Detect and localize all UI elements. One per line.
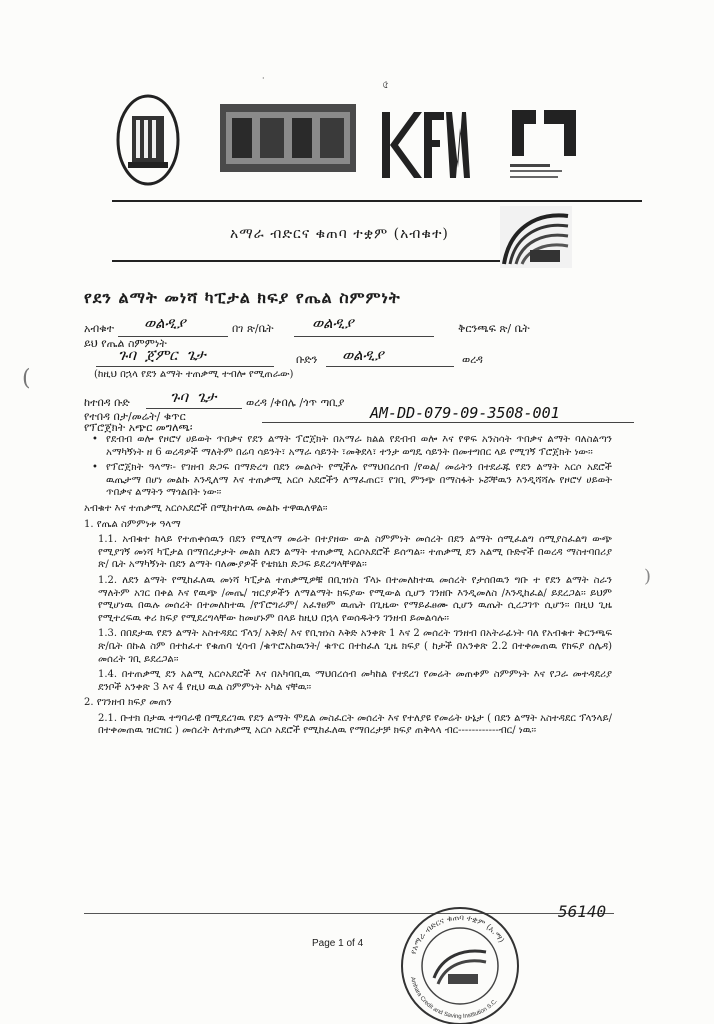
field-label: የፕሮጀክት አጭር መግለጫ፡ bbox=[84, 421, 193, 434]
body-paragraph: 1.1. አብቁተ ከላይ የተጠቀሰዉን በደን የሚለማ መሬት በተያዘው ውል ስምምነት መሰረት በደን ልማት ሰሚፈልግ ሰሚያስፈልግ ውጭ የሚያገኝ መነሻ ካፒታል በማበረታታት መልክ ለደን ልማት ተጠቃሚ አርሶአደሮች ይሰጣል፡፡ ተጠቃሚ ደን አልሚ ቡድኖች በወረዳ ማስተባበሪያ ጽ/ ቤት አማካኝነት በደን ልማት ባለሙያዎች የቴክኒክ ድጋፍ ይደረግላቸዋል፡፡ bbox=[98, 534, 612, 571]
fill-line bbox=[294, 336, 434, 337]
regional-logo bbox=[220, 104, 356, 172]
scan-mark: ৫ bbox=[382, 78, 390, 91]
contract-body bbox=[84, 434, 612, 741]
stamp-text-bottom: Amhara Credit and Saving Institution S.C. bbox=[408, 976, 499, 1021]
org-title: አማራ ብድርና ቁጠባ ተቋም (አብቁተ) bbox=[230, 226, 449, 242]
body-paragraph: • የፕሮጀክት ዓላማ፡- የገዘብ ድጋፍ በማድረግ በደን መልሶት የሚችሉ የማህበረሰብ /የወል/ መሬትን በተደራጁ የደን ልማት አርሶ አደሮች ዉጤታማ በሆነ መልኩ እንዲለማ እና ተጠቃሚ አርሶ አደሮችን ለማፈጠር፣ የገቢ ምንጭ በማስፋት ኑሯቸዉን እንዲሻሻሉ የዞሮሃ ሀይወት ጥበቃና ልማትን ማጎልበት ነው፡፡ bbox=[84, 462, 612, 500]
field-label: ቡድን bbox=[296, 353, 318, 366]
official-stamp bbox=[398, 904, 522, 1024]
section-heading: 1. የጤል ስምምነቱ ዓላማ bbox=[84, 518, 181, 530]
body-paragraph: 2.1. ቡተክ በታዉ ተግባራዊ በሚደረገዉ የደን ልማት ሞዴል መስፈርት መሰረት እና የተለያዩ የመሬት ሁኔታ ( በደን ልማት አስተዳደር ፕላንላይ/ በተቀመጠዉ ዝርዝር ) መሰረት ለተጠቃሚ አርሶ አደሮች የሚከፈለዉ የማበረታቻ ክፍያ ጠቅላላ ብር------------ብር/ ነዉ፡፡ bbox=[98, 712, 612, 737]
svg-text:የአማራ ብድርና ቁጠባ ተቋም (አ.ማ) bbox=[409, 913, 506, 955]
document-title: የደን ልማት መነሻ ካፒታል ክፍያ የጤል ስምምነት bbox=[84, 288, 401, 307]
handwritten-group-name: ጉባ ጀምር ጌታ bbox=[118, 346, 206, 364]
body-paragraph: 1.4. በተጠቃሚ ደን አልሚ አርሶአደሮች እና በአካባቢዉ ማህበረሰብ መካከል የተደረገ የመሬት መጠቀም ስምምነት እና የጋራ መተዳደሪያ ደንቦች አንቀጽ 3 እና 4 የዚህ ዉል ስምምነት አካል ናቸዉ፡፡ bbox=[98, 669, 612, 693]
kfw-logo bbox=[380, 108, 474, 182]
handwritten-woreda: ጉባ ጌታ bbox=[170, 388, 217, 406]
field-label: ቅርንጫፍ ጽ/ ቤት bbox=[458, 322, 530, 335]
handwritten-branch: ወልዲያ bbox=[144, 314, 186, 332]
field-label: ከተበዳ ቡድ bbox=[84, 396, 130, 409]
punch-hole-mark: ( bbox=[22, 366, 31, 391]
body-paragraph: • የደብብ ወሎ የዞሮሃ ሀይወት ጥበቃና የደን ልማት ፕሮጀክት በአማራ ክልል የደብብ ወሎ እና የዋፍ አንስሳት ጥበቃና ልማት ባለስልጣን አማካኝነት ዘ 6 ወረዳዎች ማለትም በሬባ ሳይንት፣ አማራ ሳይንት ፣መቅደላ፣ ተንታ ወግዴ ሳይንት በመተግበር ላይ የሚገኝ ፕሮጀክት ነው፡፡ bbox=[84, 434, 612, 459]
government-seal-logo bbox=[114, 92, 182, 188]
header-rule bbox=[112, 260, 520, 262]
acsi-logo bbox=[500, 206, 572, 268]
handwritten-plot-number: AM-DD-079-09-3508-001 bbox=[370, 404, 560, 422]
field-label: በገ ጽ/ቤት bbox=[232, 322, 274, 335]
field-label: ወረዳ bbox=[462, 353, 483, 366]
field-row-branch bbox=[84, 322, 114, 336]
handwritten-group-location: ወልዲያ bbox=[342, 346, 384, 364]
field-label: አብቁተ bbox=[84, 322, 115, 335]
footer-rule bbox=[84, 913, 614, 914]
body-paragraph: 1.2. ለደን ልማት የሚከፈለዉ መነሻ ካፒታል ተጠቃሚዎቹ በቢዝነስ ፕላኑ በተመለከተዉ መሰረት የታሰበዉን ግቡ ተ የደን ልማት ስራን ማለትም አገር በቀል እና የዉጭ /መጤ/ ዝርያዎችን ለማልማት ክፍያው የሚውል ሲሆን ገንዘቡ እንዲመለስ /እንዲከፈል/ ይደረጋል፡፡ ይህም የሚሆነዉ በዉሉ መሰረት በተመለከተዉ /የፕሮግራም/ አፈፃፀም ዉጤት በጊዜው የማይፈፀሙ ሲሆን ዉጤት ሲረጋገጥ ሲሆን፡፡ በዚህ ጊዜ የሚተረፍዉ ቀሪ ክፍያ የሚደረግላቸው ከመሆኑም በላይ ከዚህ በኋላ የወሰዱትን ገንዘብ ይመልሳሉ፡፡ bbox=[98, 574, 612, 624]
field-label: ወረዳ /ቀበሌ /ጎጥ ጣቢያ bbox=[246, 396, 345, 409]
handwritten-number: 56140 bbox=[558, 902, 607, 921]
scan-mark: · bbox=[262, 74, 265, 83]
field-label: ይህ የጤል ስምምነት bbox=[84, 337, 167, 350]
handwritten-office: ወልዲያ bbox=[312, 314, 354, 332]
fill-line bbox=[96, 366, 274, 367]
stamp-text-top: የአማራ ብድርና ቁጠባ ተቋም (አ.ማ) bbox=[408, 912, 507, 956]
section-heading: 2. የገንዘብ ክፍያ መጠን bbox=[84, 697, 172, 709]
fill-line bbox=[326, 366, 454, 367]
field-label: የተበዳ በታ/መሬት/ ቁጥር bbox=[84, 410, 186, 423]
body-paragraph: 1.3. በበደታዉ የደን ልማት አስተዳደር ፕላን/ አቅድ/ እና የቢዝነስ እቅድ አንቀጽ 1 እና 2 መሰረት ገንዘብ በአትራፊነት ባለ የአብቁተ ቅርንጫፍ ጽ/ቤት በኩል ስም በተከፈተ የቁጠባ ሂሳብ /ቁጥሮአከዉንት/ ቁጥር በተከፈለ ጊዜ ክፍያ ( ከታች በአንቀጽ 2.2 በተቀመጠዉ የክፍያ ሰሌዳ) መሰረት ገቢ ይደረጋል፡፡ bbox=[98, 628, 612, 665]
page-number: Page 1 of 4 bbox=[312, 938, 364, 949]
header-rule bbox=[112, 200, 642, 202]
body-paragraph: አብቁተ እና ተጠቃሚ አርሶአደሮች በሚከተለዉ መልኩ ተዋዉለዋል፡፡ bbox=[84, 502, 328, 514]
fill-line bbox=[262, 422, 634, 423]
fill-line bbox=[146, 408, 242, 409]
field-note: (ከዚህ በኋላ የደን ልማት ተጠቃሚ ተብሎ የሚጠራው) bbox=[94, 369, 294, 380]
partner-logo bbox=[506, 106, 580, 188]
punch-hole-mark: ) bbox=[644, 566, 652, 587]
